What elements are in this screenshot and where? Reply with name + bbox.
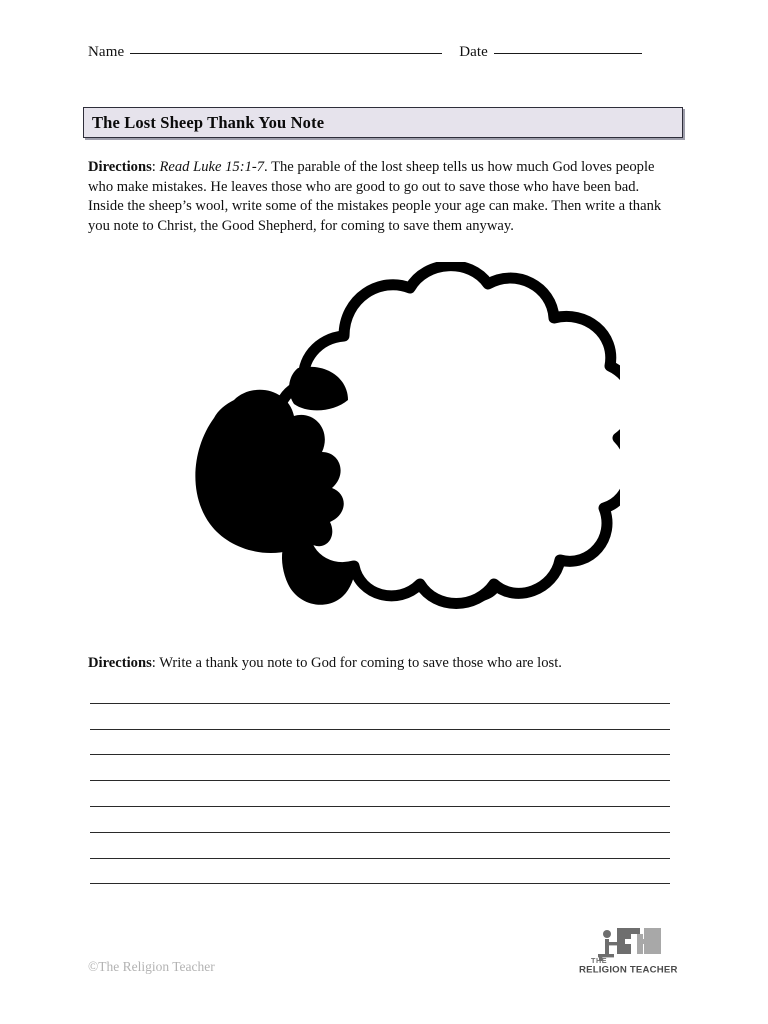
directions-bottom-body: Write a thank you note to God for coming to save those who are lost. bbox=[159, 655, 562, 671]
religion-teacher-logo bbox=[576, 925, 684, 975]
write-line[interactable] bbox=[90, 781, 670, 807]
logo-line2: RELIGION TEACHER bbox=[579, 964, 678, 975]
write-line[interactable] bbox=[90, 833, 670, 859]
date-write-rule[interactable] bbox=[494, 53, 642, 54]
write-line[interactable] bbox=[90, 755, 670, 781]
name-date-row bbox=[88, 44, 680, 68]
copyright-notice: ©The Religion Teacher bbox=[88, 959, 215, 974]
directions-bottom-separator: : bbox=[151, 655, 160, 671]
name-write-rule[interactable] bbox=[130, 53, 442, 54]
scripture-reference: Read Luke 15:1-7 bbox=[159, 159, 265, 175]
directions-top-label: Directions bbox=[88, 159, 152, 175]
cross-block-icon bbox=[617, 928, 661, 954]
write-line[interactable] bbox=[90, 704, 670, 730]
write-line[interactable] bbox=[90, 678, 670, 704]
date-label: Date bbox=[459, 44, 488, 60]
directions-top bbox=[88, 158, 676, 236]
write-line[interactable] bbox=[90, 730, 670, 756]
directions-top-body: . The parable of the lost sheep tells us how much God loves people who make mistakes. He leaves those who are good to go out to save those who have been bad. Inside the sheep’s wool, write some of the mistakes people your age can make. Then write a thank you note to Christ, the Good Shepherd, for coming to save them anyway. bbox=[88, 159, 662, 234]
directions-bottom-label: Directions bbox=[88, 655, 152, 671]
lost-sheep-illustration bbox=[148, 262, 620, 628]
name-label: Name bbox=[88, 44, 125, 60]
write-line[interactable] bbox=[90, 807, 670, 833]
page-title: The Lost Sheep Thank You Note bbox=[92, 112, 325, 132]
worksheet-title-bar bbox=[83, 107, 683, 138]
response-writing-area[interactable] bbox=[90, 678, 670, 884]
logo-line1: THE bbox=[591, 956, 608, 965]
sheep-wool-body bbox=[278, 266, 620, 604]
directions-top-separator: : bbox=[151, 159, 160, 175]
directions-bottom bbox=[88, 654, 676, 673]
write-line[interactable] bbox=[90, 859, 670, 885]
